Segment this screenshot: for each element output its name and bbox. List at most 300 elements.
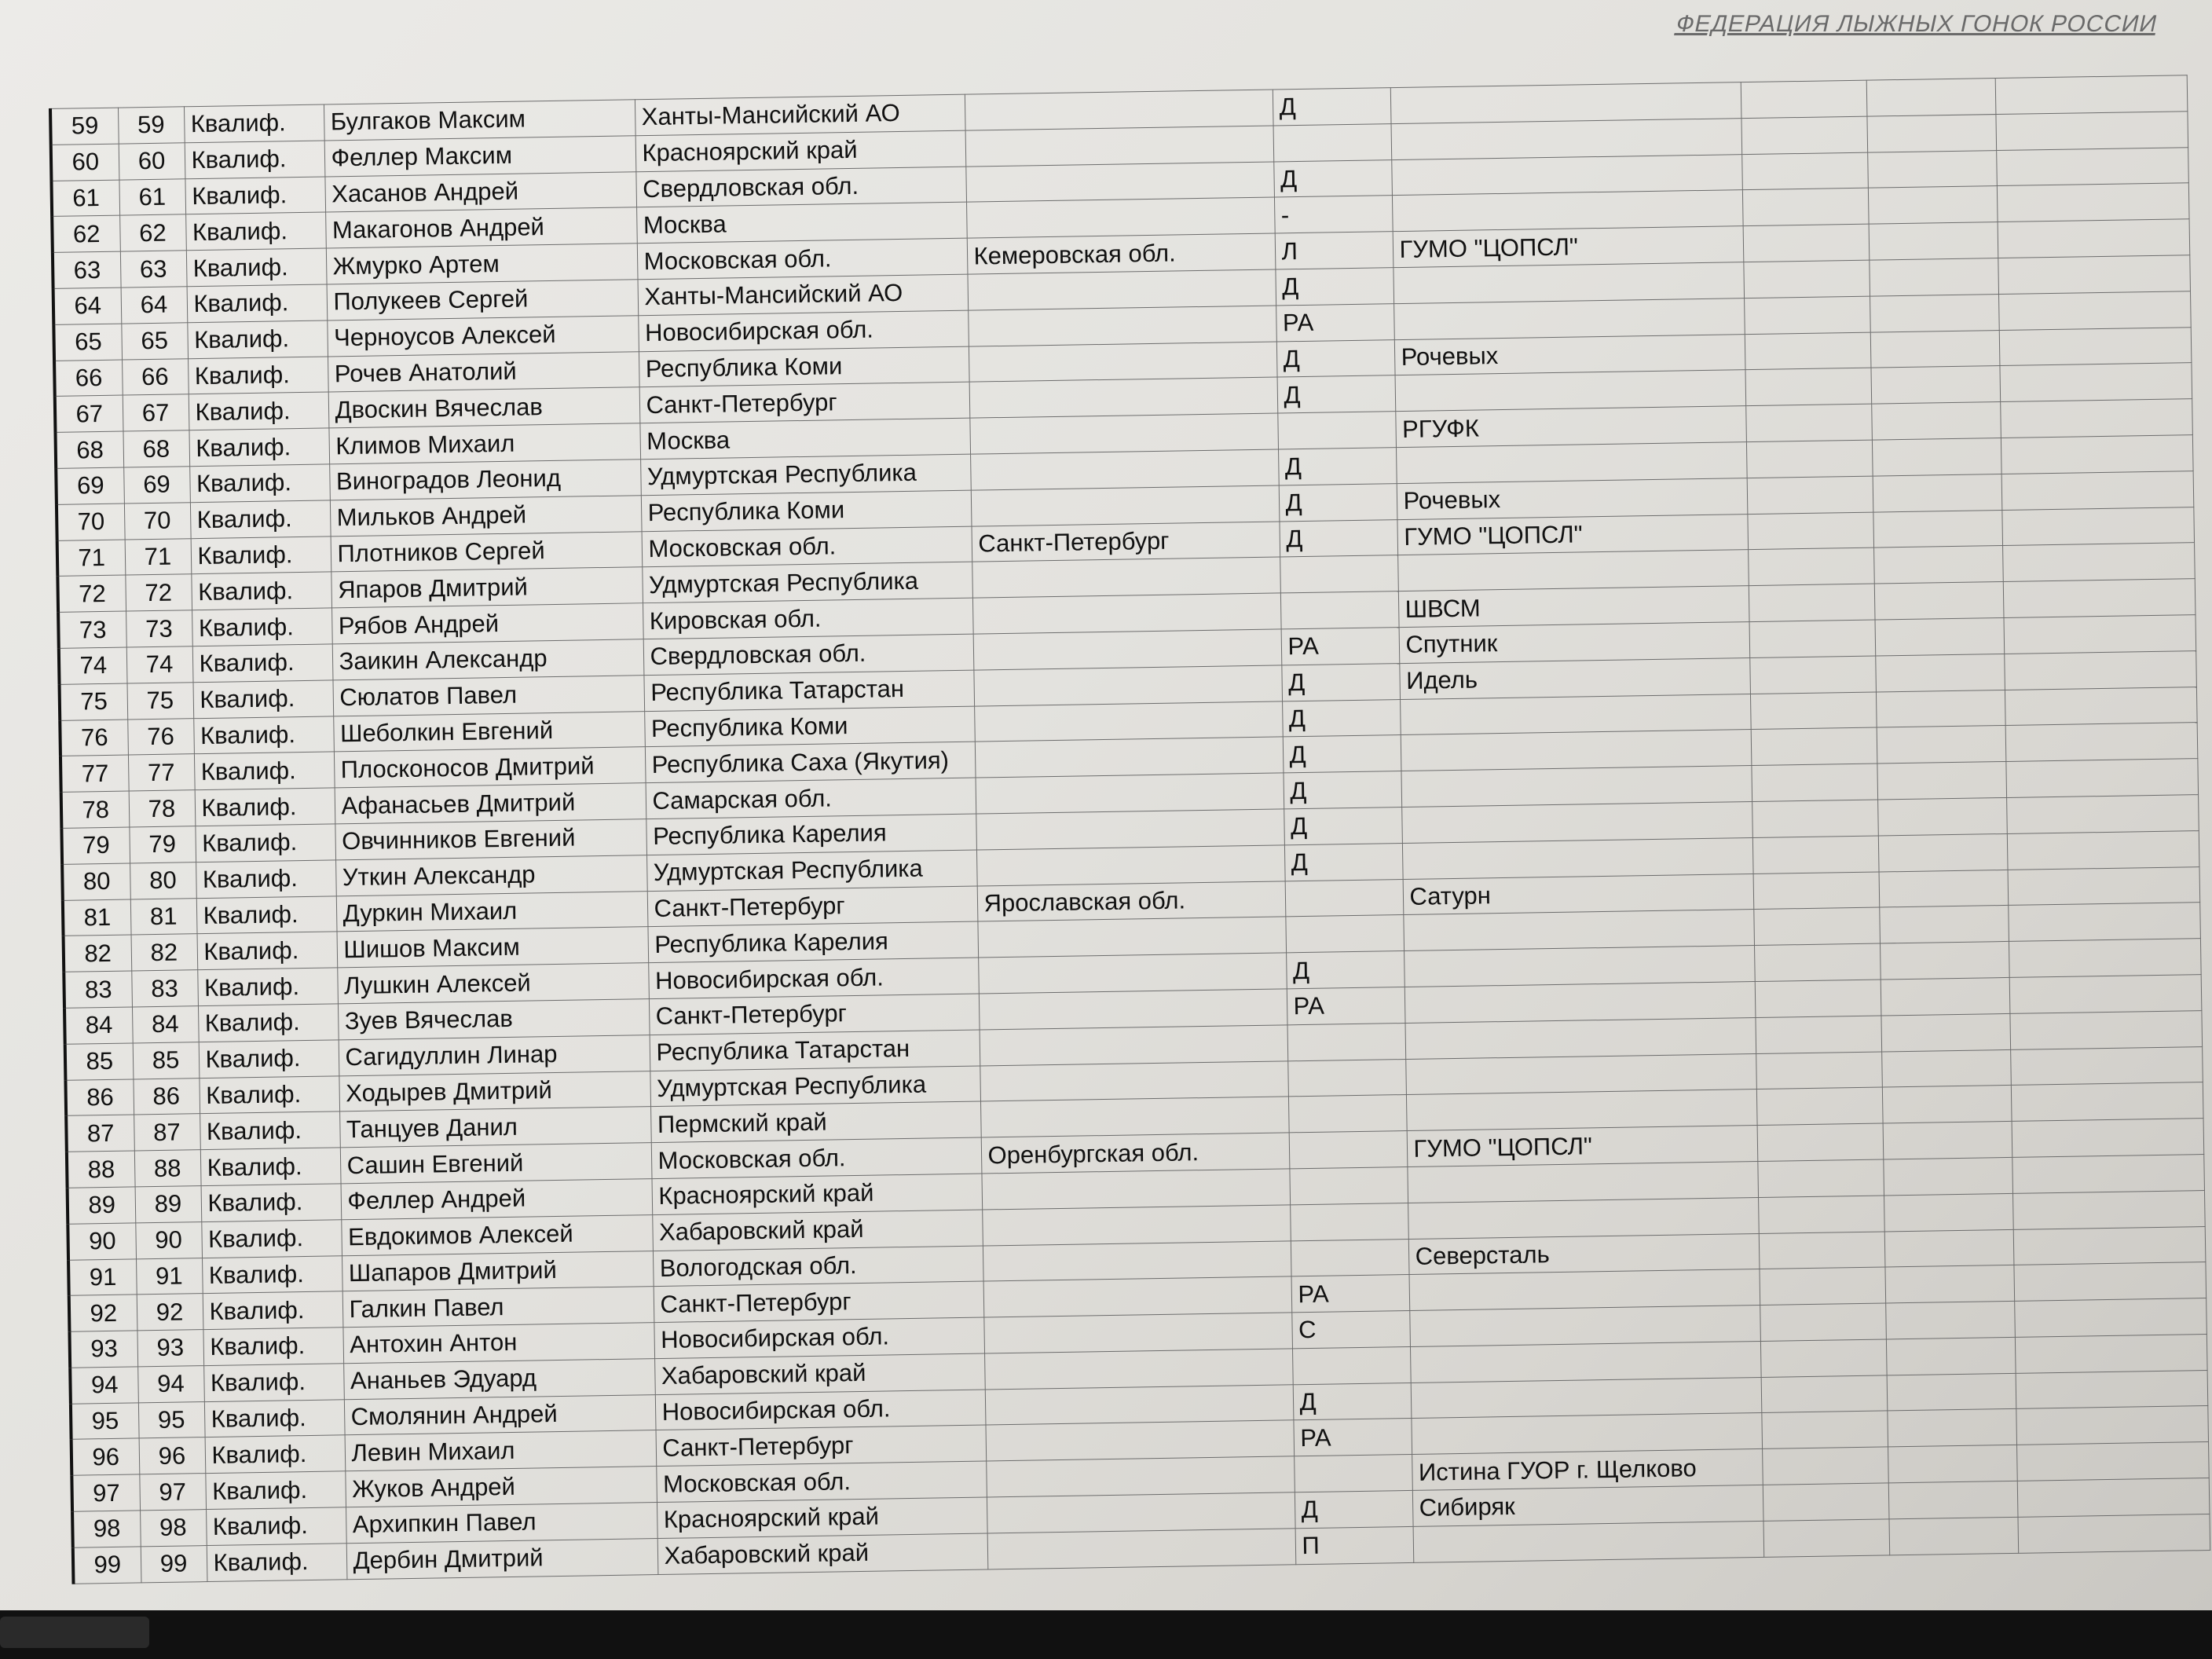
cell-empty (1866, 79, 1996, 116)
cell-start-number: 99 (73, 1547, 141, 1584)
cell-empty (1870, 294, 1999, 331)
cell-empty (1751, 727, 1877, 765)
cell-bib-number: 69 (123, 467, 190, 504)
cell-region: Санкт-Петербург (654, 1281, 984, 1322)
cell-second-region: Кемеровская обл. (967, 233, 1276, 274)
cell-athlete-name: Хасанов Андрей (324, 171, 636, 212)
cell-region: Республика Карелия (646, 814, 976, 855)
cell-bib-number: 76 (127, 718, 194, 755)
cell-category: Д (1279, 519, 1397, 557)
cell-region: Москва (639, 418, 970, 459)
cell-qualification: Квалиф. (184, 104, 324, 143)
cell-club: ГУМО "ЦОПСЛ" (1397, 514, 1748, 555)
cell-empty (1888, 1481, 2018, 1518)
cell-empty (1763, 1483, 1889, 1521)
cell-club: РГУФК (1395, 406, 1746, 448)
cell-second-region (981, 1169, 1290, 1210)
cell-region: Московская обл. (642, 526, 972, 567)
cell-empty (1879, 906, 2009, 943)
cell-club (1403, 910, 1754, 951)
cell-empty (1870, 366, 2000, 404)
cell-second-region (966, 197, 1275, 238)
cell-start-number: 88 (67, 1151, 135, 1188)
cell-category: Д (1283, 771, 1401, 809)
cell-club (1405, 1017, 1756, 1059)
cell-empty (2001, 435, 2193, 474)
cell-empty (2007, 830, 2199, 870)
cell-start-number: 74 (59, 647, 127, 684)
cell-club (1395, 370, 1746, 412)
cell-club (1401, 801, 1752, 843)
cell-empty (1741, 116, 1867, 154)
cell-bib-number: 61 (119, 178, 185, 215)
cell-region: Республика Карелия (647, 921, 978, 962)
cell-second-region (974, 701, 1283, 742)
cell-empty (1753, 907, 1880, 945)
cell-athlete-name: Шишов Максим (337, 927, 649, 968)
cell-empty (2006, 795, 2199, 834)
cell-category: Д (1286, 951, 1404, 989)
cell-club: ГУМО "ЦОПСЛ" (1407, 1126, 1758, 1167)
cell-empty (1881, 1013, 2010, 1051)
cell-bib-number: 75 (127, 682, 194, 719)
cell-empty (2009, 975, 2202, 1014)
cell-qualification: Квалиф. (189, 428, 329, 467)
cell-club (1393, 262, 1744, 304)
cell-athlete-name: Виноградов Леонид (329, 460, 641, 500)
cell-empty (1879, 870, 2009, 907)
cell-empty (1869, 258, 1998, 296)
cell-region: Республика Коми (639, 346, 969, 387)
cell-region: Пермский край (650, 1101, 981, 1142)
cell-start-number: 77 (60, 755, 129, 792)
cell-start-number: 92 (69, 1295, 137, 1331)
cell-second-region (977, 917, 1286, 958)
cell-qualification: Квалиф. (201, 1220, 342, 1258)
cell-empty (1871, 402, 2001, 440)
cell-club (1413, 1521, 1764, 1562)
cell-empty (2001, 471, 2194, 510)
cell-empty (1880, 942, 2009, 980)
cell-empty (1747, 512, 1873, 550)
cell-start-number: 60 (51, 144, 119, 181)
cell-empty (1758, 1196, 1884, 1233)
cell-club (1404, 946, 1755, 987)
cell-second-region (984, 1349, 1293, 1390)
cell-second-region (978, 953, 1287, 994)
cell-start-number: 98 (72, 1511, 141, 1547)
cell-empty (1887, 1373, 2016, 1411)
cell-category: - (1274, 196, 1393, 233)
cell-bib-number: 89 (135, 1186, 202, 1223)
cell-empty (1760, 1339, 1887, 1377)
cell-empty (2011, 1082, 2203, 1122)
cell-club (1410, 1341, 1761, 1382)
cell-empty (1745, 404, 1872, 441)
cell-region: Свердловская обл. (635, 167, 966, 207)
cell-bib-number: 95 (138, 1401, 205, 1438)
cell-athlete-name: Дуркин Михаил (336, 891, 648, 932)
cell-second-region (972, 593, 1281, 634)
cell-club: Сибиряк (1412, 1485, 1763, 1527)
cell-empty (2012, 1119, 2204, 1158)
cell-start-number: 96 (71, 1438, 140, 1475)
cell-qualification: Квалиф. (185, 177, 325, 215)
cell-region: Самарская обл. (646, 778, 976, 819)
cell-empty (1888, 1517, 2018, 1555)
cell-club (1409, 1306, 1760, 1347)
cell-bib-number: 80 (130, 862, 196, 899)
cell-region: Красноярский край (651, 1174, 982, 1214)
cell-empty (2014, 1298, 2207, 1338)
cell-empty (2017, 1514, 2210, 1553)
cell-bib-number: 60 (119, 143, 185, 180)
cell-category: Д (1273, 88, 1391, 126)
cell-start-number: 82 (64, 935, 132, 972)
cell-empty (1884, 1193, 2013, 1231)
cell-empty (1761, 1411, 1888, 1448)
cell-empty (1748, 548, 1874, 585)
cell-empty (1866, 114, 1996, 152)
cell-category (1287, 1023, 1406, 1060)
cell-qualification: Квалиф. (195, 824, 335, 862)
cell-region: Красноярский край (635, 130, 966, 171)
cell-club (1396, 442, 1747, 484)
cell-empty (1756, 1052, 1882, 1090)
cell-qualification: Квалиф. (192, 680, 333, 719)
cell-second-region (972, 557, 1280, 598)
cell-category: Д (1277, 375, 1396, 413)
cell-start-number: 67 (55, 395, 123, 432)
cell-bib-number: 85 (133, 1042, 200, 1079)
cell-empty (1878, 833, 2008, 871)
cell-athlete-name: Плосконосов Дмитрий (334, 747, 646, 788)
cell-empty (1872, 438, 2001, 475)
cell-start-number: 65 (53, 324, 122, 361)
cell-bib-number: 90 (135, 1221, 202, 1258)
cell-category: Д (1283, 735, 1401, 773)
cell-empty (1744, 296, 1870, 334)
cell-empty (2003, 579, 2196, 618)
cell-qualification: Квалиф. (207, 1544, 347, 1582)
cell-category: Л (1275, 232, 1393, 269)
cell-qualification: Квалиф. (200, 1111, 340, 1150)
cell-region: Удмуртская Республика (640, 454, 971, 495)
cell-athlete-name: Ананьев Эдуард (343, 1358, 655, 1399)
cell-club (1401, 766, 1752, 808)
cell-category (1280, 591, 1399, 629)
background-object (0, 1617, 149, 1648)
cell-second-region (987, 1492, 1295, 1533)
cell-club: ШВСМ (1398, 586, 1749, 628)
cell-empty (1754, 943, 1881, 981)
cell-empty (1882, 1086, 2012, 1123)
cell-empty (1873, 546, 2003, 584)
cell-empty (1877, 797, 2007, 835)
cell-second-region: Оренбургская обл. (981, 1133, 1290, 1174)
cell-second-region (970, 449, 1279, 490)
cell-athlete-name: Сашин Евгений (340, 1143, 652, 1184)
cell-empty (1746, 440, 1873, 478)
cell-second-region (969, 377, 1278, 418)
cell-qualification: Квалиф. (205, 1435, 346, 1474)
cell-empty (1741, 152, 1868, 190)
cell-empty (1884, 1265, 2014, 1303)
cell-club: Рочевых (1397, 478, 1748, 519)
cell-second-region (973, 629, 1282, 670)
cell-club (1406, 1090, 1757, 1131)
cell-qualification: Квалиф. (202, 1255, 342, 1294)
cell-qualification: Квалиф. (201, 1184, 342, 1222)
cell-athlete-name: Дербин Дмитрий (346, 1538, 658, 1579)
cell-empty (1999, 327, 2192, 366)
cell-athlete-name: Галкин Павел (342, 1287, 654, 1328)
cell-empty (1743, 260, 1870, 298)
cell-empty (2016, 1442, 2209, 1481)
cell-second-region (973, 665, 1282, 706)
cell-bib-number: 87 (134, 1114, 200, 1151)
cell-start-number: 59 (50, 108, 119, 145)
cell-athlete-name: Архипкин Павел (346, 1503, 657, 1544)
cell-region: Республика Татарстан (643, 670, 974, 711)
cell-empty (2002, 543, 2195, 582)
cell-bib-number: 97 (139, 1474, 206, 1511)
cell-empty (2013, 1262, 2206, 1302)
cell-qualification: Квалиф. (205, 1471, 346, 1510)
cell-category: Д (1273, 159, 1392, 197)
cell-club (1408, 1197, 1759, 1239)
cell-qualification: Квалиф. (188, 357, 328, 395)
cell-empty (1873, 510, 2002, 548)
cell-empty (1877, 762, 2006, 800)
cell-athlete-name: Феллер Андрей (341, 1179, 653, 1220)
cell-qualification: Квалиф. (195, 788, 335, 826)
cell-empty (1869, 222, 1998, 260)
cell-bib-number: 86 (133, 1078, 200, 1115)
cell-athlete-name: Рочев Анатолий (328, 351, 639, 392)
cell-second-region (986, 1456, 1295, 1497)
cell-bib-number: 93 (137, 1330, 203, 1367)
cell-start-number: 84 (64, 1007, 133, 1044)
cell-athlete-name: Танцуев Данил (339, 1107, 651, 1148)
cell-second-region (969, 413, 1278, 454)
cell-region: Хабаровский край (652, 1210, 983, 1251)
cell-athlete-name: Полукеев Сергей (327, 280, 639, 320)
cell-bib-number: 74 (126, 646, 193, 683)
cell-category (1292, 1346, 1411, 1384)
cell-region: Санкт-Петербург (656, 1425, 987, 1466)
cell-athlete-name: Макагонов Андрей (325, 207, 637, 248)
cell-category: П (1295, 1526, 1414, 1564)
cell-empty (1753, 872, 1880, 910)
cell-empty (2009, 1010, 2202, 1049)
cell-start-number: 73 (58, 611, 126, 648)
cell-region: Новосибирская обл. (654, 1317, 984, 1358)
cell-region: Хабаровский край (657, 1533, 988, 1574)
cell-empty (1749, 656, 1876, 694)
cell-qualification: Квалиф. (204, 1399, 345, 1437)
cell-athlete-name: Сюлатов Павел (332, 675, 644, 716)
cell-category: Д (1276, 339, 1395, 377)
cell-category: Д (1281, 663, 1400, 701)
cell-second-region (975, 737, 1284, 778)
cell-club (1404, 981, 1756, 1023)
cell-empty (1760, 1303, 1886, 1341)
cell-athlete-name: Ходырев Дмитрий (339, 1071, 650, 1111)
cell-bib-number: 66 (122, 358, 189, 395)
cell-athlete-name: Евдокимов Алексей (341, 1214, 653, 1255)
cell-empty (1998, 219, 2190, 258)
cell-athlete-name: Овчинников Евгений (335, 819, 646, 860)
cell-bib-number: 94 (137, 1365, 204, 1402)
cell-start-number: 78 (61, 791, 130, 828)
cell-empty (1749, 584, 1875, 621)
cell-qualification: Квалиф. (192, 608, 332, 646)
cell-empty (2017, 1478, 2210, 1518)
cell-club (1411, 1377, 1762, 1419)
cell-start-number: 76 (60, 720, 128, 756)
cell-qualification: Квалиф. (194, 752, 335, 790)
cell-bib-number: 83 (131, 970, 198, 1007)
cell-empty (2012, 1190, 2205, 1229)
cell-second-region (976, 809, 1284, 850)
cell-empty (1757, 1123, 1884, 1161)
cell-empty (1743, 224, 1870, 262)
cell-athlete-name: Мильков Андрей (330, 495, 642, 536)
cell-empty (1756, 1087, 1883, 1125)
cell-start-number: 86 (65, 1079, 134, 1115)
cell-club: Северсталь (1408, 1233, 1760, 1275)
cell-region: Московская обл. (637, 238, 968, 279)
cell-empty (2008, 866, 2200, 906)
cell-region: Санкт-Петербург (649, 994, 980, 1035)
cell-empty (1750, 692, 1877, 730)
cell-category (1285, 915, 1404, 953)
cell-category (1288, 1095, 1407, 1133)
cell-region: Республика Коми (641, 490, 972, 531)
cell-athlete-name: Рябов Андрей (331, 603, 643, 644)
cell-second-region (965, 162, 1274, 203)
cell-bib-number: 82 (131, 934, 198, 971)
cell-category (1287, 1059, 1406, 1097)
cell-empty (2005, 759, 2198, 798)
cell-empty (1883, 1122, 2012, 1159)
cell-bib-number: 99 (141, 1545, 207, 1582)
cell-bib-number: 65 (121, 323, 188, 360)
cell-bib-number: 98 (140, 1510, 207, 1547)
cell-empty (1881, 977, 2010, 1015)
cell-bib-number: 64 (121, 287, 188, 324)
cell-category: РА (1276, 303, 1394, 341)
cell-athlete-name: Черноусов Алексей (327, 316, 639, 357)
cell-start-number: 61 (51, 180, 119, 217)
cell-club (1405, 1053, 1756, 1095)
cell-start-number: 71 (57, 540, 126, 577)
cell-second-region (976, 773, 1284, 814)
cell-empty (1742, 189, 1869, 226)
cell-empty (1876, 690, 2005, 727)
cell-qualification: Квалиф. (198, 1004, 339, 1042)
cell-start-number: 91 (68, 1258, 137, 1295)
cell-bib-number: 59 (118, 107, 185, 144)
cell-category: Д (1284, 807, 1402, 844)
cell-category (1277, 412, 1396, 449)
cell-empty (1884, 1229, 2014, 1267)
cell-category: РА (1291, 1275, 1410, 1313)
page-header-title: ФЕДЕРАЦИЯ ЛЫЖНЫХ ГОНОК РОССИИ (1673, 11, 2160, 37)
cell-athlete-name: Антохин Антон (342, 1323, 654, 1364)
cell-qualification: Квалиф. (206, 1507, 346, 1546)
cell-second-region (979, 989, 1287, 1030)
cell-empty (1875, 654, 2005, 691)
cell-region: Московская обл. (651, 1137, 982, 1178)
cell-empty (1996, 147, 2188, 186)
cell-second-region (980, 1060, 1288, 1101)
cell-category: РА (1287, 987, 1405, 1024)
cell-region: Хабаровский край (654, 1353, 985, 1394)
cell-start-number: 72 (57, 575, 126, 612)
cell-start-number: 75 (60, 683, 128, 720)
cell-qualification: Квалиф. (199, 1040, 339, 1079)
cell-second-region (965, 126, 1274, 167)
cell-region: Москва (636, 203, 967, 244)
cell-second-region (969, 342, 1277, 383)
cell-athlete-name: Шеболкин Евгений (333, 711, 645, 752)
cell-bib-number: 84 (132, 1006, 199, 1043)
cell-empty (1886, 1337, 2016, 1375)
cell-club (1409, 1269, 1760, 1311)
cell-second-region (976, 845, 1285, 886)
cell-second-region (965, 90, 1273, 130)
cell-category (1289, 1166, 1408, 1204)
cell-region: Удмуртская Республика (650, 1066, 980, 1107)
desk-surface (0, 1610, 2212, 1659)
cell-bib-number: 70 (124, 503, 191, 540)
cell-category: Д (1275, 268, 1393, 306)
cell-club: Спутник (1399, 622, 1750, 664)
results-table (49, 75, 2210, 1584)
cell-region: Удмуртская Республика (646, 850, 977, 891)
cell-start-number: 79 (61, 827, 130, 864)
cell-second-region (968, 306, 1276, 346)
cell-qualification: Квалиф. (203, 1328, 343, 1366)
cell-empty (1870, 330, 2000, 368)
cell-category: С (1291, 1311, 1410, 1349)
cell-region: Ханты-Мансийский АО (638, 274, 969, 315)
cell-start-number: 62 (52, 215, 120, 252)
cell-club (1393, 298, 1745, 339)
cell-athlete-name: Сагидуллин Линар (339, 1035, 650, 1075)
cell-region: Санкт-Петербург (647, 886, 978, 927)
cell-empty (2009, 939, 2201, 978)
cell-empty (1888, 1445, 2017, 1483)
cell-bib-number: 71 (125, 538, 192, 575)
cell-empty (2000, 399, 2192, 438)
cell-region: Республика Татарстан (650, 1030, 980, 1071)
cell-start-number: 87 (66, 1115, 134, 1152)
cell-athlete-name: Уткин Александр (335, 855, 647, 895)
cell-start-number: 81 (63, 899, 131, 936)
cell-category (1280, 555, 1398, 593)
cell-bib-number: 62 (119, 214, 186, 251)
cell-category (1273, 123, 1392, 161)
cell-club (1400, 694, 1751, 735)
cell-athlete-name: Двоскин Вячеслав (328, 387, 640, 428)
cell-qualification: Квалиф. (185, 212, 326, 251)
cell-start-number: 63 (53, 251, 121, 288)
cell-start-number: 94 (70, 1367, 138, 1404)
cell-qualification: Квалиф. (196, 895, 337, 934)
